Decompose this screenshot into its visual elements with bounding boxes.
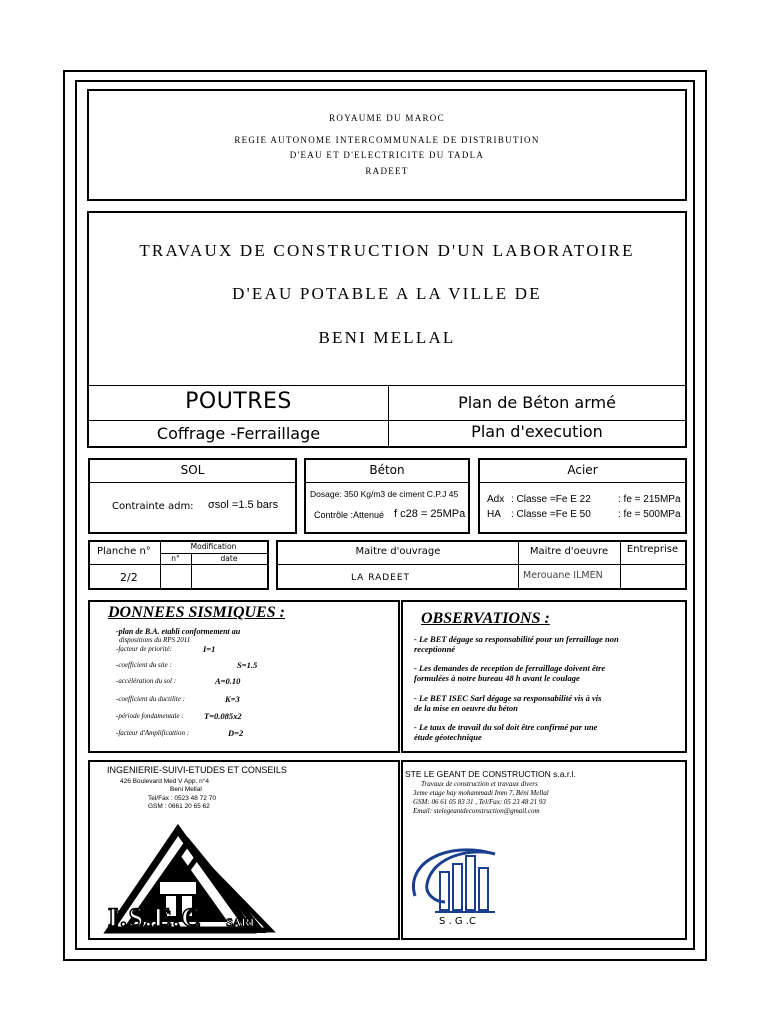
isec-addr-2: Beni Mellal bbox=[170, 786, 202, 793]
beton-divider bbox=[306, 482, 468, 483]
planche-h-2 bbox=[90, 564, 267, 565]
header-line-2: REGIE AUTONOME INTERCOMMUNALE DE DISTRIBUTION bbox=[234, 135, 540, 145]
acier-heading: Acier bbox=[567, 463, 598, 477]
acier-row2-class: : Classe =Fe E 50 bbox=[511, 509, 591, 520]
plan-type: Plan de Béton armé bbox=[458, 393, 616, 412]
sgc-line-3: GSM: 06 61 05 83 31 , Tel/Fax: 05 23 48 21 93 bbox=[413, 798, 546, 806]
maitre-oeuvre-value: Merouane ILMEN bbox=[523, 570, 603, 581]
observation-item-line: receptionné bbox=[414, 644, 456, 654]
sismique-row-value: I=1 bbox=[203, 644, 216, 654]
header-line-3: D'EAU ET D'ELECTRICITE DU TADLA bbox=[289, 150, 485, 160]
sismique-row-value: T=0.085x2 bbox=[204, 711, 242, 721]
plan-divider-mid bbox=[89, 420, 685, 421]
plan-title: POUTRES bbox=[185, 389, 292, 414]
sgc-name: STE LE GEANT DE CONSTRUCTION s.a.r.l. bbox=[405, 769, 576, 779]
sismique-intro-2: dispositions du RPS 2011 bbox=[119, 636, 191, 644]
sgc-line-4: Email: stelegeantdeconstruction@gmail.com bbox=[413, 807, 540, 815]
isec-addr-1: 426 Boulevard Med V App. n°4 bbox=[120, 778, 209, 785]
maitre-ouvrage-label: Maitre d'ouvrage bbox=[355, 546, 441, 557]
sismique-row-label: -facteur de priorité: bbox=[116, 645, 172, 653]
observation-item-line: - Le BET ISEC Sarl dégage sa responsabilité vis à vis bbox=[414, 693, 602, 703]
isec-gsm: GSM : 0661 20 65 62 bbox=[148, 803, 210, 810]
header-line-1: ROYAUME DU MAROC bbox=[329, 113, 445, 123]
isec-box bbox=[88, 760, 400, 940]
beton-controle-label: Contrôle :Attenué bbox=[314, 510, 385, 520]
sismique-row-label: -période fondamentale : bbox=[116, 712, 184, 720]
maitre-ouvrage-value: LA RADEET bbox=[350, 573, 411, 583]
sol-heading: SOL bbox=[180, 463, 205, 477]
sismique-row-label: -coefficient du ductilite : bbox=[116, 695, 186, 703]
sol-value: σsol =1.5 bars bbox=[208, 499, 279, 511]
maitre-oeuvre-label: Maitre d'oeuvre bbox=[529, 546, 609, 557]
observations-box bbox=[401, 600, 687, 753]
acier-row1-type: Adx bbox=[487, 494, 505, 505]
sgc-box bbox=[401, 760, 687, 940]
beton-controle-value: f c28 = 25MPa bbox=[394, 508, 466, 520]
sgc-line-2: 3eme etage hay mohammadi Imm 7, Béni Mellal bbox=[413, 789, 549, 797]
beton-box bbox=[304, 458, 470, 534]
beton-dosage: Dosage: 350 Kg/m3 de ciment C.P.J 45 bbox=[310, 489, 459, 499]
header-box bbox=[87, 89, 687, 201]
header-line-4: RADEET bbox=[365, 166, 409, 176]
isec-logo-suffix: SARL bbox=[226, 915, 259, 929]
plan-divider-top bbox=[89, 385, 685, 386]
acier-box bbox=[478, 458, 687, 534]
sismique-box bbox=[88, 600, 400, 753]
project-line-2: D'EAU POTABLE A LA VILLE DE bbox=[232, 284, 542, 303]
sismique-row-label: -coefficient du site : bbox=[116, 661, 172, 669]
isec-logo-text: I.S.E.C bbox=[108, 903, 203, 932]
sismique-row-value: S=1.5 bbox=[237, 660, 258, 670]
sol-divider bbox=[90, 482, 295, 483]
sol-box bbox=[88, 458, 297, 534]
plan-subtitle: Coffrage -Ferraillage bbox=[156, 424, 321, 443]
planche-num: n° bbox=[171, 554, 180, 563]
observation-item-line: étude géotechnique bbox=[414, 732, 482, 742]
planche-label: Planche n° bbox=[97, 546, 151, 557]
acier-divider bbox=[480, 482, 685, 483]
project-box bbox=[87, 211, 687, 448]
acier-row2-type: HA bbox=[487, 509, 501, 520]
sismique-row-value: K=3 bbox=[225, 694, 240, 704]
sismique-row-value: A=0.10 bbox=[215, 676, 241, 686]
planche-value: 2/2 bbox=[120, 571, 138, 584]
sismique-row-label: -accélération du sol : bbox=[116, 677, 177, 685]
acier-row1-fe: : fe = 215MPa bbox=[618, 494, 681, 505]
beton-heading: Béton bbox=[369, 463, 405, 477]
sismique-row-label: -facteur d'Amplificattion : bbox=[116, 729, 190, 737]
parties-h bbox=[278, 564, 685, 565]
sismique-title: DONNEES SISMIQUES : bbox=[108, 604, 285, 621]
planche-modification: Modification bbox=[190, 542, 237, 551]
observation-item-line: formulées à notre bureau 48 h avant le coulage bbox=[414, 673, 580, 683]
sgc-logo-text: S . G .C bbox=[439, 916, 476, 927]
isec-name: INGENIERIE-SUIVI-ETUDES ET CONSEILS bbox=[107, 765, 287, 775]
observation-item-line: - Le taux de travail du sol doit être confirmé par une bbox=[414, 722, 598, 732]
sismique-row-value: D=2 bbox=[228, 728, 244, 738]
sismique-intro-1: -plan de B.A. etabli conformement au bbox=[116, 627, 241, 636]
project-line-1: TRAVAUX DE CONSTRUCTION D'UN LABORATOIRE bbox=[139, 241, 635, 260]
acier-row1-class: : Classe =Fe E 22 bbox=[511, 494, 591, 505]
sol-label: Contrainte adm: bbox=[112, 501, 194, 512]
isec-tel: Tel/Fax : 0523 48 72 70 bbox=[148, 795, 216, 802]
observation-item-line: - Le BET dégage sa responsabilité pour un ferraillage non bbox=[414, 634, 619, 644]
planche-box bbox=[88, 540, 269, 590]
observations-title: OBSERVATIONS : bbox=[421, 610, 550, 627]
sgc-logo-icon bbox=[405, 834, 505, 924]
sgc-line-1: Travaux de construction et travaux divers bbox=[421, 780, 538, 788]
plan-stage: Plan d'execution bbox=[471, 422, 603, 441]
observation-item-line: de la mise en oeuvre du béton bbox=[414, 703, 518, 713]
parties-box bbox=[276, 540, 687, 590]
observation-item-line: - Les demandes de reception de ferraillage doivent être bbox=[414, 663, 606, 673]
project-line-3: BENI MELLAL bbox=[318, 328, 456, 347]
planche-date: date bbox=[220, 554, 238, 563]
entreprise-label: Entreprise bbox=[626, 544, 679, 555]
acier-row2-fe: : fe = 500MPa bbox=[618, 509, 681, 520]
